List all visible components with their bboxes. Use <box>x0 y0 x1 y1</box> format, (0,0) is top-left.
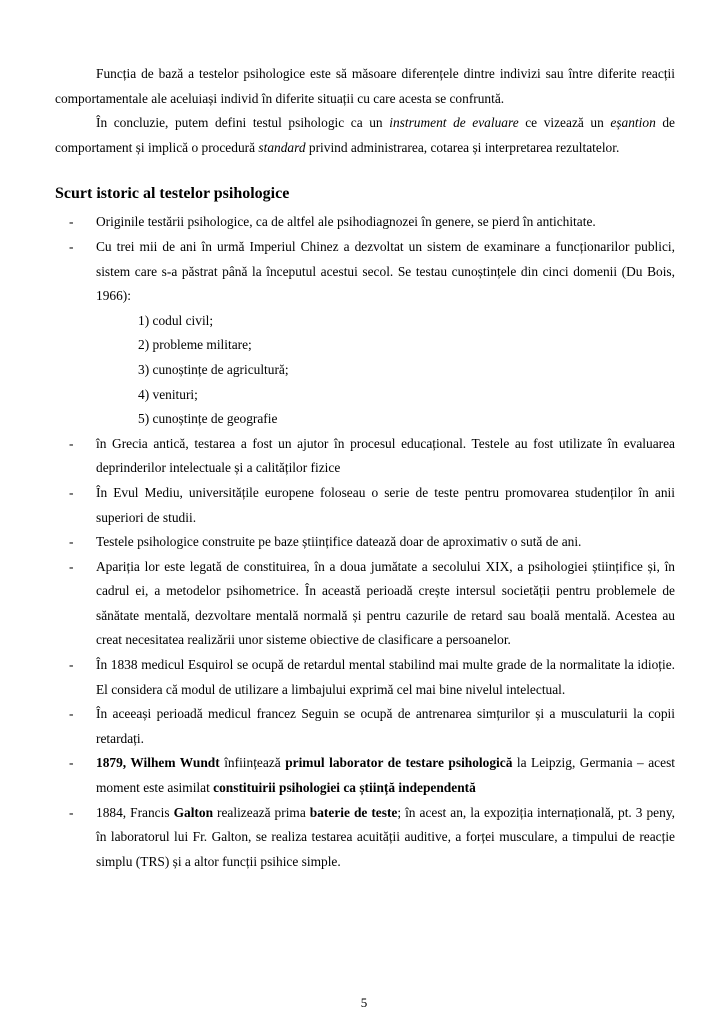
definition-text-e: de comportament și implică o procedură <box>55 115 675 155</box>
bullet-dash: - <box>69 755 74 771</box>
list-item <box>55 481 675 530</box>
definition-text-g: privind administrarea, cotarea și interpretarea rezultatelor. <box>305 139 620 155</box>
wundt-text-d: la Leipzig, Germania – acest moment este asimilat <box>96 755 676 796</box>
list-item-text: Testele psihologice construite pe baze științifice datează doar de aproximativ o sută de ani. <box>96 534 582 550</box>
bullet-dash: - <box>69 657 74 673</box>
intro-paragraph-1: Funcția de bază a testelor psihologice este să măsoare diferențele dintre indivizi sau între diferite reacții comportamentale ale aceluiași individ în diferite situații cu care acesta se confruntă. <box>55 66 675 106</box>
list-item <box>55 530 675 555</box>
definition-text-c: ce vizează un <box>518 115 611 131</box>
list-item <box>55 653 675 702</box>
page-number: 5 <box>360 995 368 1010</box>
galton-text-c: realizează prima <box>213 804 310 820</box>
definition-term-esantion: eșantion <box>610 115 656 131</box>
sublist-item: 4) venituri; <box>138 386 198 402</box>
list-item-text: în Grecia antică, testarea a fost un ajutor în procesul educațional. Testele au fost utilizate în evaluarea deprinderilor intelectuale și a calităților fizice <box>96 435 675 476</box>
list-item-text: În aceeași perioadă medicul francez Seguin se ocupă de antrenarea simțurilor și a musculaturii la copii retardați. <box>96 706 675 746</box>
list-item <box>55 702 675 751</box>
definition-term-instrument: instrument de evaluare <box>389 115 519 131</box>
wundt-text-b: înființează <box>219 755 286 771</box>
definition-term-standard: standard <box>258 139 306 155</box>
bullet-dash: - <box>69 804 74 820</box>
list-item-text: Apariția lor este legată de constituirea, în a doua jumătate a secolului XIX, a psihologiei științifice și, în cadrul ei, a metodelor psihometrice. În această perioadă crește intersul societății pentru problemele de sănătate mentală, dezvoltare mentală normală și pentru cazurile de retard sau boală mentală. Acestea au creat necesitatea realizării unor sisteme obiective de clasificare a persoanelor. <box>96 558 675 648</box>
bullet-dash: - <box>69 706 74 722</box>
sublist-item: 3) cunoștințe de agricultură; <box>138 361 289 377</box>
galton-text-a: 1884, Francis <box>96 804 174 820</box>
galton-name: Galton <box>173 804 214 820</box>
history-list <box>55 210 675 874</box>
test-battery-phrase: baterie de teste <box>309 804 398 820</box>
bullet-dash: - <box>69 435 74 451</box>
bullet-dash: - <box>69 534 74 550</box>
galton-text-e: ; în acest an, la expoziția internațională, pt. 3 peny, în laboratorul lui Fr. Galton, se realiza testarea acuității auditive, a forței musculare, a timpului de reacție simplu (TRS) și a altor funcții psihice simple. <box>96 804 675 869</box>
body-text <box>55 62 675 874</box>
wundt-year-name: 1879, Wilhem Wundt <box>96 755 220 771</box>
list-item <box>55 801 675 875</box>
bullet-dash: - <box>69 214 74 230</box>
list-item <box>55 432 675 481</box>
sublist-item: 5) cunoștințe de geografie <box>138 411 278 427</box>
list-item-text: În 1838 medicul Esquirol se ocupă de retardul mental stabilind mai multe grade de la normalitate la idioție. El considera că modul de utilizare a limbajului exprimă cel mai bine nivelul intelectual. <box>96 657 675 697</box>
list-item <box>55 751 675 800</box>
list-item <box>55 555 675 653</box>
sublist-item: 2) probleme militare; <box>138 337 252 353</box>
intro-paragraph-2 <box>55 111 675 160</box>
bullet-dash: - <box>69 558 74 574</box>
bullet-dash: - <box>69 484 74 500</box>
list-item-text: Cu trei mii de ani în urmă Imperiul Chinez a dezvoltat un sistem de examinare a funcționarilor publici, sistem care s-a păstrat până la începutul acestui secol. Se testau cunoștințele din cinci domenii (Du Bois, 1966): <box>96 238 675 304</box>
definition-text-a: În concluzie, putem defini testul psihologic ca un <box>96 115 390 131</box>
list-item <box>55 235 675 432</box>
sublist-item: 1) codul civil; <box>138 312 214 328</box>
first-lab-phrase: primul laborator de testare psihologică <box>285 755 513 771</box>
section-title: Scurt istoric al testelor psihologice <box>55 185 290 203</box>
domains-sublist <box>96 309 675 432</box>
list-item-text: Originile testării psihologice, ca de altfel ale psihodiagnozei în genere, se pierd în antichitate. <box>96 214 596 230</box>
list-item <box>55 210 675 235</box>
bullet-dash: - <box>69 238 74 254</box>
list-item-text: În Evul Mediu, universitățile europene foloseau o serie de teste pentru promovarea studenților în anii superiori de studii. <box>96 484 675 525</box>
independent-science-phrase: constituirii psihologiei ca știință independentă <box>213 780 476 796</box>
